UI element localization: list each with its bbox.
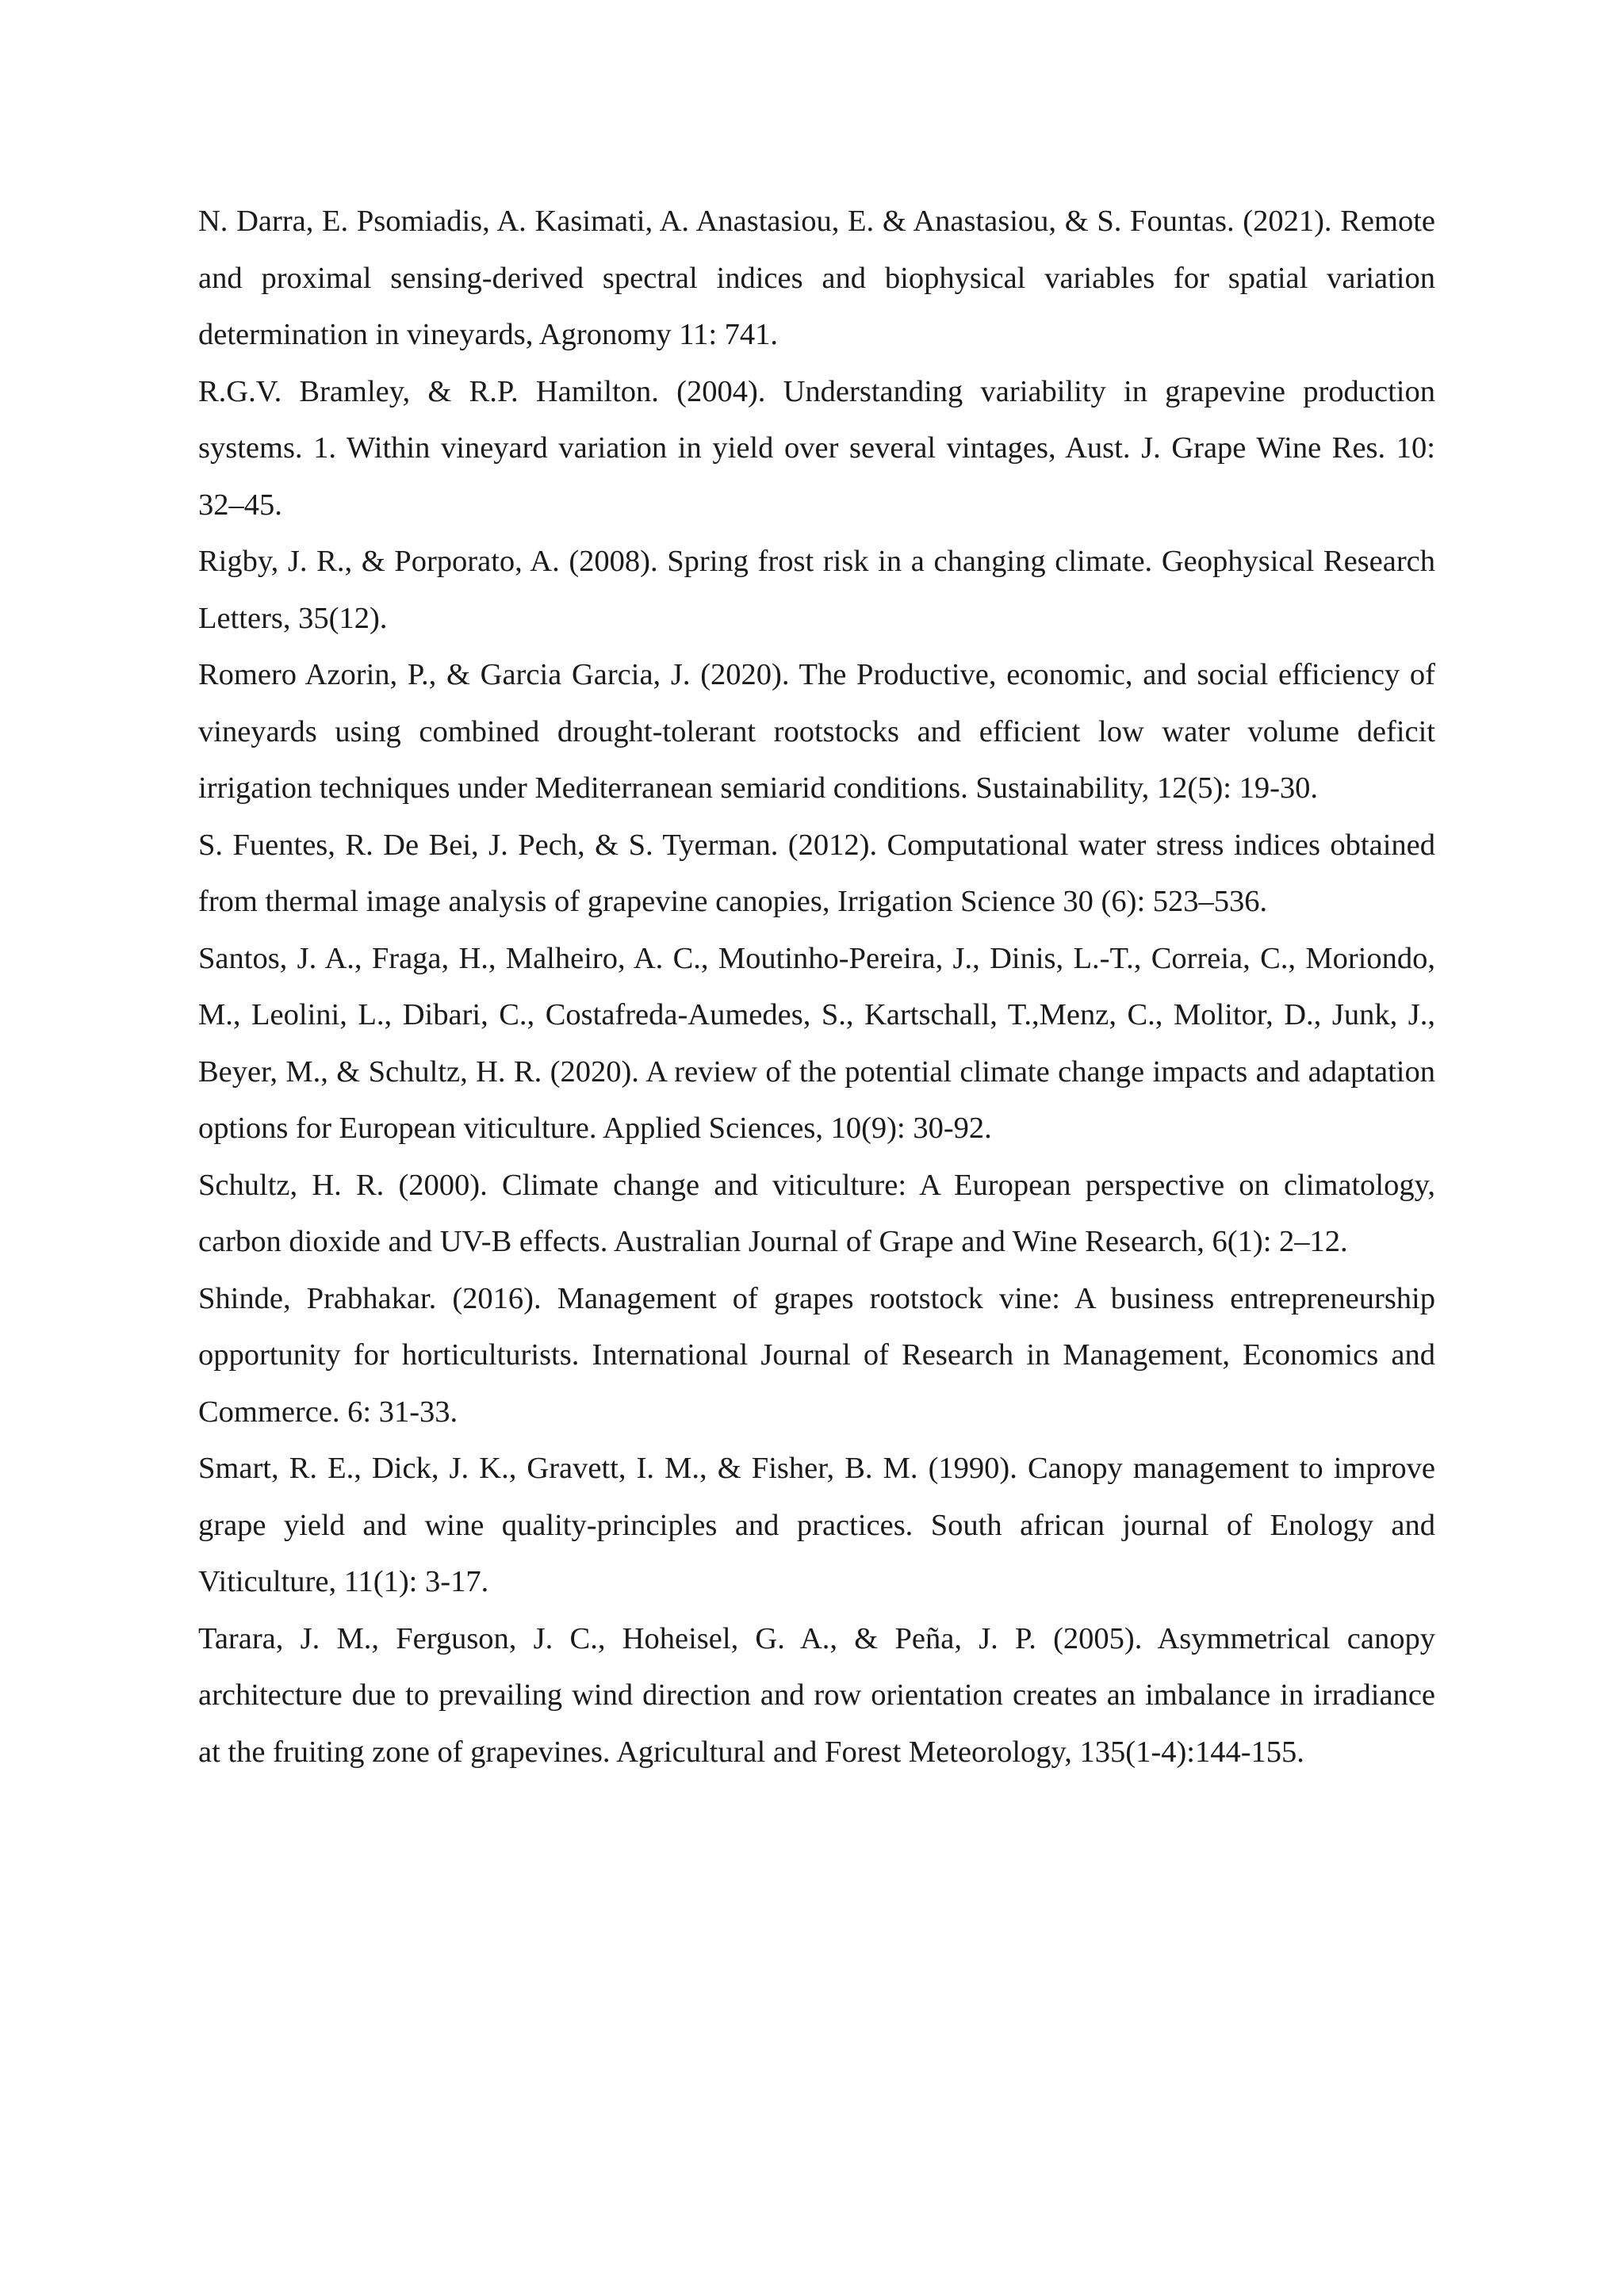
reference-entry-rigby: Rigby, J. R., & Porporato, A. (2008). Spring frost risk in a changing climate. Geophysical Research Letters, 35(12). [198, 545, 1435, 635]
reference-list [198, 193, 1435, 1781]
reference-entry-schultz: Schultz, H. R. (2000). Climate change and viticulture: A European perspective on climatology, carbon dioxide and UV-B effects. Australian Journal of Grape and Wine Research, 6(1): 2–12. [198, 1168, 1435, 1258]
reference-entry-fuentes: S. Fuentes, R. De Bei, J. Pech, & S. Tyerman. (2012). Computational water stress indices obtained from thermal image analysis of grapevine canopies, Irrigation Science 30 (6): 523–536. [198, 828, 1435, 918]
reference-entry-shinde: Shinde, Prabhakar. (2016). Management of grapes rootstock vine: A business entrepreneurship opportunity for horticulturists. International Journal of Research in Management, Economics and Commerce. 6: 31-33. [198, 1281, 1435, 1429]
reference-entry-romero-azorin: Romero Azorin, P., & Garcia Garcia, J. (2020). The Productive, economic, and social efficiency of vineyards using combined drought-tolerant rootstocks and efficient low water volume deficit irrigation techniques under Mediterranean semiarid conditions. Sustainability, 12(5): 19-30. [198, 658, 1435, 805]
reference-entry-smart: Smart, R. E., Dick, J. K., Gravett, I. M., & Fisher, B. M. (1990). Canopy management to improve grape yield and wine quality-principles and practices. South african journal of Enology and Viticulture, 11(1): 3-17. [198, 1452, 1435, 1598]
reference-entry-santos: Santos, J. A., Fraga, H., Malheiro, A. C., Moutinho-Pereira, J., Dinis, L.-T., Correia, C., Moriondo, M., Leolini, L., Dibari, C., Costafreda-Aumedes, S., Kartschall, T.,Menz, C., Molitor, D., Junk, J., Beyer, M., & Schultz, H. R. (2020). A review of the potential climate change impacts and adaptation options for European viticulture. Applied Sciences, 10(9): 30-92. [198, 941, 1435, 1145]
reference-entry-tarara: Tarara, J. M., Ferguson, J. C., Hoheisel, G. A., & Peña, J. P. (2005). Asymmetrical canopy architecture due to prevailing wind direction and row orientation creates an imbalance in irradiance at the fruiting zone of grapevines. Agricultural and Forest Meteorology, 135(1-4):144-155. [198, 1621, 1435, 1769]
reference-entry-darra: N. Darra, E. Psomiadis, A. Kasimati, A. Anastasiou, E. & Anastasiou, & S. Fountas. (2021). Remote and proximal sensing-derived spectral indices and biophysical variables for spatial variation determination in vineyards, Agronomy 11: 741. [198, 205, 1435, 351]
reference-entry-bramley: R.G.V. Bramley, & R.P. Hamilton. (2004). Understanding variability in grapevine production systems. 1. Within vineyard variation in yield over several vintages, Aust. J. Grape Wine Res. 10: 32–45. [198, 374, 1435, 522]
